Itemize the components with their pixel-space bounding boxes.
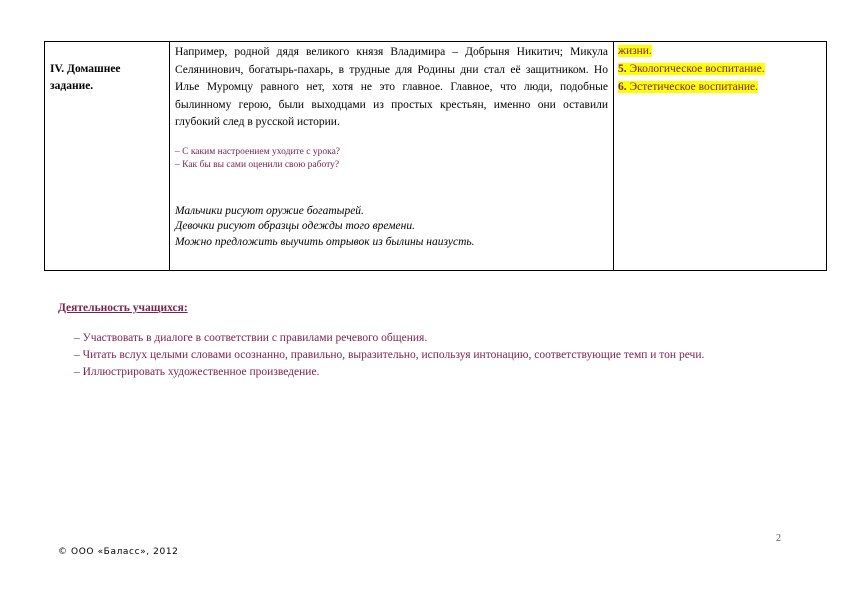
goals-cell (614, 42, 827, 271)
list-item: – Иллюстрировать художественное произведение. (74, 366, 320, 378)
list-item: – Участвовать в диалоге в соответствии с правилами речевого общения. (74, 332, 428, 344)
highlighted-text: жизни. (618, 45, 652, 57)
homework-activities (175, 204, 608, 251)
activity-item: Мальчики рисуют оружие богатырей. (175, 204, 364, 217)
content-cell (170, 42, 614, 271)
page-number: 2 (776, 533, 781, 544)
list-item: – Читать вслух целыми словами осознанно, правильно, выразительно, используя интонацию, соответствующие темп и тон речи. (74, 349, 705, 361)
goal-line (618, 42, 822, 60)
goal-number: 6. (618, 81, 627, 93)
goal-text: Эстетическое воспитание. (629, 81, 759, 93)
goal-line (618, 60, 822, 78)
goal-text: Экологическое воспитание. (629, 63, 765, 75)
reflection-questions (175, 146, 608, 172)
copyright-notice: © ООО «Баласс», 2012 (58, 547, 179, 557)
table-row (45, 42, 827, 271)
activity-item: Девочки рисуют образцы одежды того времени. (175, 220, 415, 232)
lesson-paragraph: Например, родной дядя великого князя Владимира – Добрыня Никитич; Микула Селянинович, богатырь-пахарь, в трудные для Родины дни стал её защитником. Но Илье Муромцу равного нет, хотя не это главное. Главное, что люди, подобные былинному герою, были выходцами из простых крестьян, именно они оставили глубокий след в русской истории. (175, 46, 608, 128)
question-item: – Как бы вы сами оценили свою работу? (175, 159, 340, 170)
section-title: Деятельность учащихся: (58, 302, 188, 314)
stage-label: IV. Домашнее задание. (50, 63, 121, 92)
activity-item: Можно предложить выучить отрывок из былины наизусть. (175, 235, 475, 248)
goal-line (618, 78, 822, 96)
goal-number: 5. (618, 63, 627, 75)
student-activity-list (74, 330, 794, 381)
question-item: – С каким настроением уходите с урока? (175, 146, 341, 157)
lesson-table (44, 41, 827, 271)
stage-cell (45, 42, 170, 271)
